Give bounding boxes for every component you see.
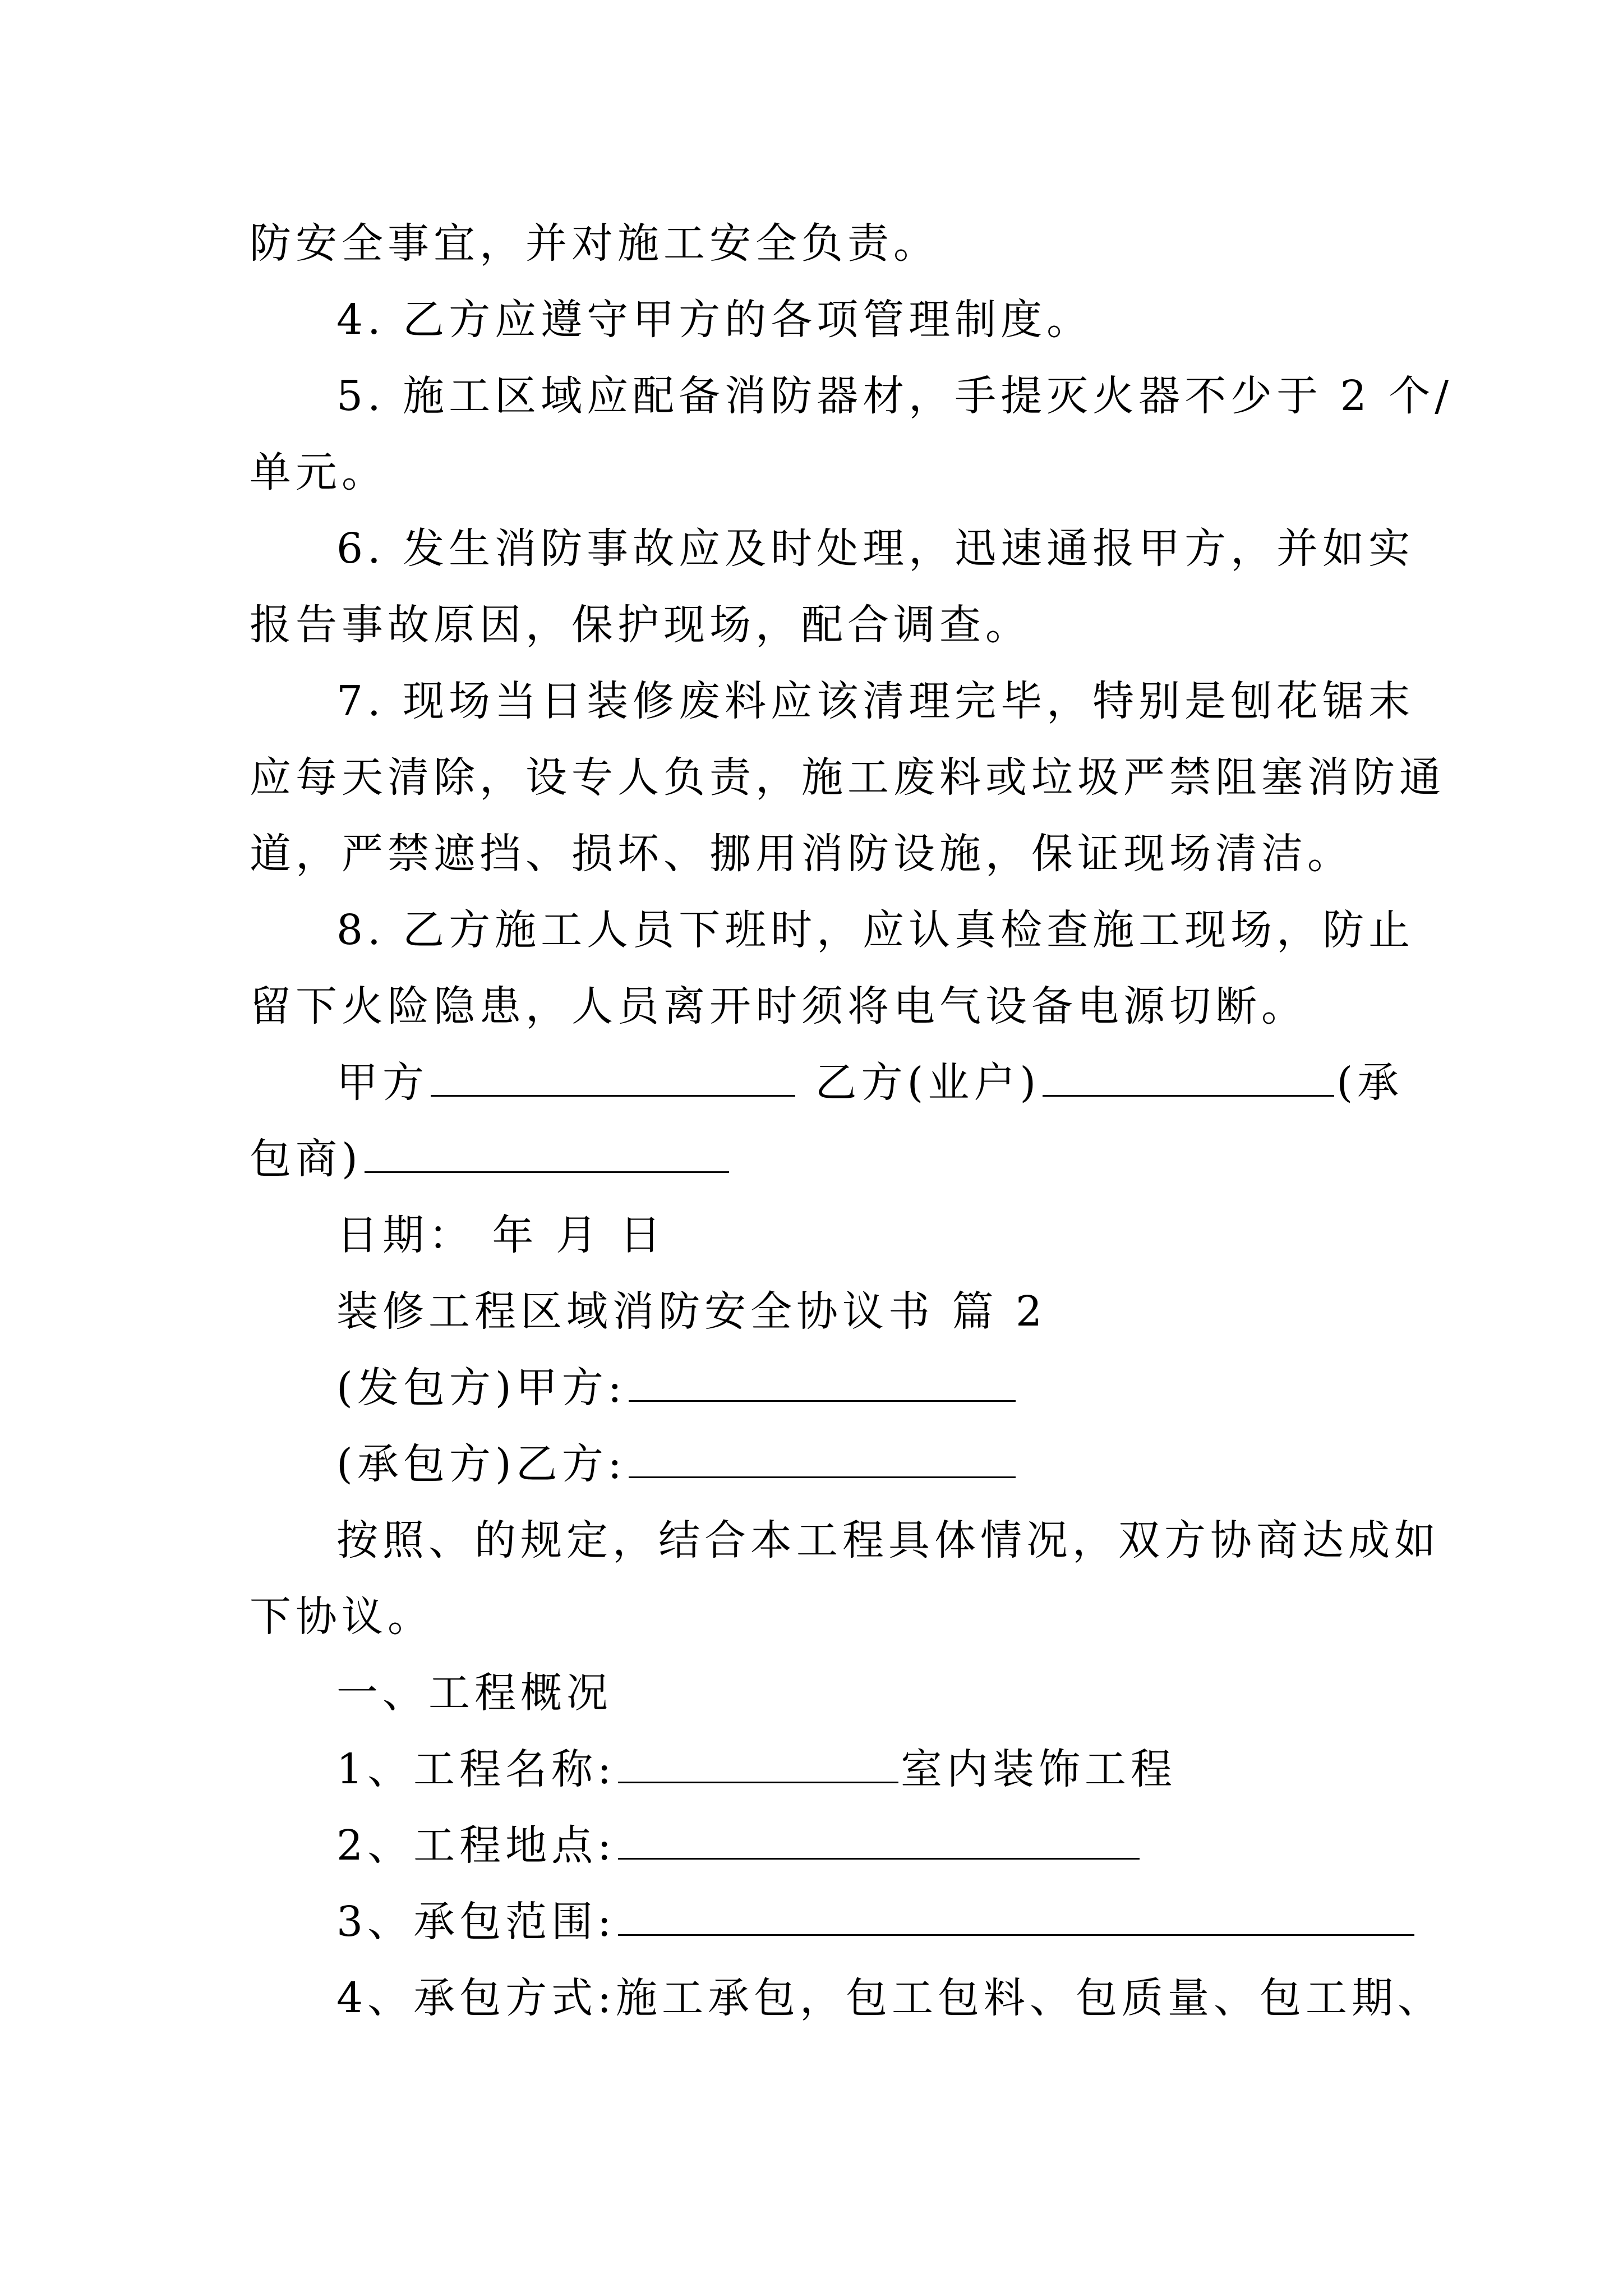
intro-line: 下协议。 (250, 1593, 434, 1641)
signature-line-continued (0, 1124, 1623, 1194)
issuer-line (0, 1353, 1623, 1423)
paragraph-line: 道，严禁遮挡、损坏、挪用消防设施，保证现场清洁。 (250, 830, 1353, 878)
contractor-label: (承包方)乙方: (336, 1440, 626, 1488)
project-name-blank (618, 1748, 898, 1783)
project-location-label: 2、工程地点: (336, 1821, 616, 1870)
project-name-suffix: 室内装饰工程 (901, 1745, 1177, 1793)
contractor-blank (365, 1138, 729, 1173)
paragraph-line: 7. 现场当日装修废料应该清理完毕，特别是刨花锯末 (336, 677, 1415, 725)
scope-label: 3、承包范围: (336, 1898, 616, 1946)
contractor-label-end: 包商) (250, 1135, 362, 1183)
date-line: 日期： 年 月 日 (336, 1211, 666, 1259)
paragraph-line: 6. 发生消防事故应及时处理，迅速通报甲方，并如实 (336, 524, 1415, 573)
section-title: 装修工程区域消防安全协议书 篇 2 (336, 1287, 1047, 1336)
scope-blank (618, 1901, 1414, 1936)
project-name-line (0, 1734, 1623, 1805)
party-a-blank (431, 1061, 795, 1097)
paragraph-line: 8. 乙方施工人员下班时，应认真检查施工现场，防止 (336, 906, 1415, 954)
section-heading: 一、工程概况 (336, 1669, 612, 1717)
party-b-label: 乙方(业户) (815, 1059, 1041, 1107)
intro-line: 按照、的规定，结合本工程具体情况，双方协商达成如 (336, 1516, 1440, 1565)
paragraph-line: 留下火险隐患，人员离开时须将电气设备电源切断。 (250, 982, 1307, 1030)
paragraph-line: 防安全事宜，并对施工安全负责。 (250, 219, 939, 268)
issuer-label: (发包方)甲方: (336, 1364, 626, 1412)
project-name-label: 1、工程名称: (336, 1745, 616, 1793)
scope-line (0, 1887, 1623, 1957)
issuer-blank (629, 1366, 1016, 1402)
paragraph-line: 4. 乙方应遵守甲方的各项管理制度。 (336, 296, 1093, 344)
contractor-label-start: (承 (1336, 1059, 1404, 1107)
party-b-blank (1043, 1061, 1334, 1097)
party-a-label: 甲方 (336, 1059, 428, 1107)
project-location-line (0, 1811, 1623, 1881)
contractor-line (0, 1429, 1623, 1499)
paragraph-line: 单元。 (250, 448, 388, 496)
paragraph-line: 应每天清除，设专人负责，施工废料或垃圾严禁阻塞消防通 (250, 753, 1445, 802)
signature-line (0, 1048, 1623, 1118)
contractor-party-blank (629, 1443, 1016, 1478)
project-location-blank (618, 1824, 1140, 1860)
paragraph-line: 报告事故原因，保护现场，配合调查。 (250, 601, 1031, 649)
contract-method-line: 4、承包方式:施工承包，包工包料、包质量、包工期、 (336, 1974, 1444, 2022)
paragraph-line: 5. 施工区域应配备消防器材，手提灭火器不少于 2 个/ (336, 372, 1454, 420)
